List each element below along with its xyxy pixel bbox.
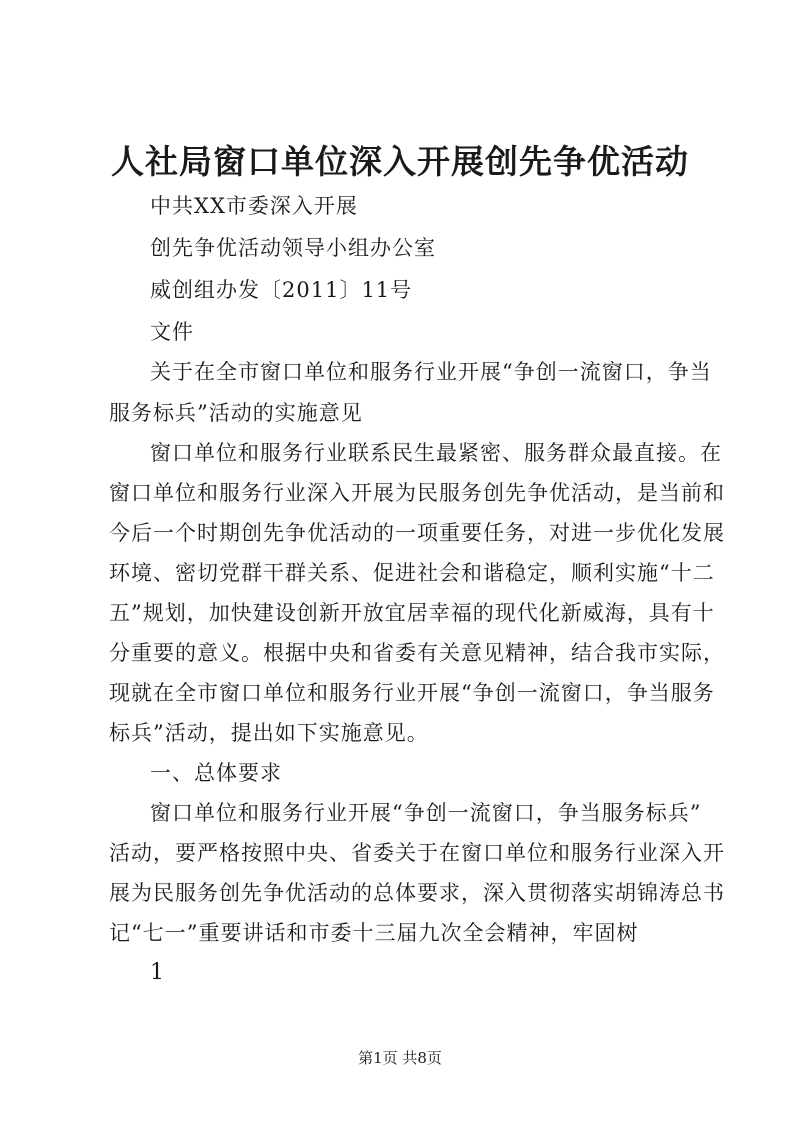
subject-line-1: 关于在全市窗口单位和服务行业开展“争创一流窗口，争当 bbox=[150, 360, 712, 384]
header-line-office: 创先争优活动领导小组办公室 bbox=[150, 236, 436, 260]
header-line-issuer: 中共XX市委深入开展 bbox=[150, 194, 358, 218]
paragraph1-line-2: 窗口单位和服务行业深入开展为民服务创先争优活动，是当前和 bbox=[109, 481, 725, 505]
subject-line-2: 服务标兵”活动的实施意见 bbox=[109, 401, 363, 425]
paragraph1-line-8: 标兵”活动，提出如下实施意见。 bbox=[109, 721, 429, 745]
header-line-doc-number: 威创组办发〔2011〕11号 bbox=[150, 278, 413, 302]
paragraph1-line-5: 五”规划，加快建设创新开放宜居幸福的现代化新威海，具有十 bbox=[109, 601, 715, 625]
paragraph1-line-7: 现就在全市窗口单位和服务行业开展“争创一流窗口，争当服务 bbox=[109, 681, 715, 705]
header-line-doc-type: 文件 bbox=[150, 320, 194, 344]
paragraph2-line-4: 记“七一”重要讲话和市委十三届九次全会精神，牢固树 bbox=[109, 921, 639, 945]
paragraph2-line-2: 活动，要严格按照中央、省委关于在窗口单位和服务行业深入开 bbox=[109, 841, 725, 865]
page-footer: 第1页 共8页 bbox=[358, 1049, 442, 1067]
section-heading: 一、总体要求 bbox=[150, 761, 282, 785]
paragraph1-line-1: 窗口单位和服务行业联系民生最紧密、服务群众最直接。在 bbox=[150, 441, 722, 465]
paragraph1-line-6: 分重要的意义。根据中央和省委有关意见精神，结合我市实际， bbox=[109, 641, 725, 665]
paragraph1-line-4: 环境、密切党群干群关系、促进社会和谐稳定，顺利实施“十二 bbox=[109, 561, 715, 585]
paragraph2-line-1: 窗口单位和服务行业开展“争创一流窗口，争当服务标兵” bbox=[150, 801, 702, 825]
page-number-marker: 1 bbox=[150, 960, 164, 985]
paragraph2-line-3: 展为民服务创先争优活动的总体要求，深入贯彻落实胡锦涛总书 bbox=[109, 881, 725, 905]
paragraph1-line-3: 今后一个时期创先争优活动的一项重要任务，对进一步优化发展 bbox=[109, 521, 725, 545]
document-title: 人社局窗口单位深入开展创先争优活动 bbox=[111, 142, 689, 181]
